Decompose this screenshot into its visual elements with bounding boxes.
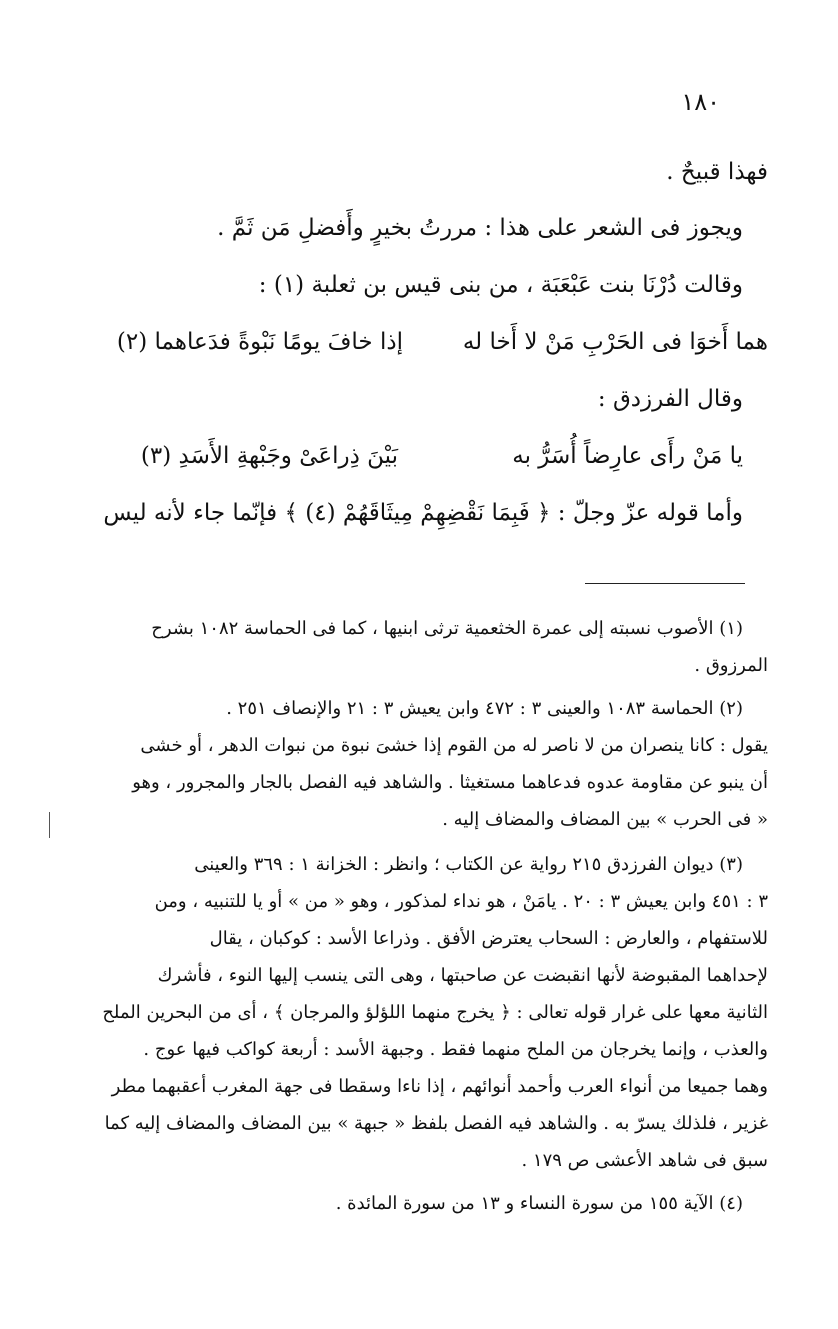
footnote-line: المرزوق . — [694, 655, 768, 676]
footnote-line: لإحداهما المقبوضة لأنها انقبضت عن صاحبتها ، وهى التى ينسب إليها النوء ، فأشرك — [157, 965, 768, 986]
footnote-line: يقول : كانا ينصران من لا ناصر له من القوم إذا خشىَ نبوة من نبوات الدهر ، أو خشى — [140, 735, 768, 756]
verse-hemistich-first: هما أَخوَا فى الحَرْبِ مَنْ لا أَخا له — [462, 329, 768, 355]
verse-hemistich-second: إذا خافَ يومًا نَبْوةً فدَعاهما (٢) — [116, 329, 403, 355]
verse-hemistich-first: يا مَنْ رأَى عارِضاً أُسَرُّ به — [512, 443, 743, 469]
footnote-line: « فى الحرب » بين المضاف والمضاف إليه . — [442, 809, 768, 830]
body-line: وقالت دُرْنَا بنت عَبْعَبَة ، من بنى قيس بن ثعلبة (١) : — [258, 272, 743, 298]
footnote-line: (٣) ديوان الفرزدق ٢١٥ رواية عن الكتاب ؛ وانظر : الخزانة ١ : ٣٦٩ والعينى — [194, 854, 743, 875]
body-line: وقال الفرزدق : — [597, 386, 743, 412]
verse-hemistich-second: بَيْنَ ذِراعَىْ وجَبْهةِ الأَسَدِ (٣) — [140, 443, 398, 469]
footnote-line: والعذب ، وإنما يخرجان من الملح منهما فقط . وجبهة الأسد : أربعة كواكب فيها عوج . — [143, 1039, 768, 1060]
footnote-line: الثانية معها على غرار قوله تعالى : ﴿ يخرج منهما اللؤلؤ والمرجان ﴾ ، أى من البحرين الملح — [102, 1002, 768, 1023]
footnote-line: غزير ، فلذلك يسرّ به . والشاهد فيه الفصل بلفظ « جبهة » بين المضاف والمضاف إليه كما — [104, 1113, 768, 1134]
footnote-line: وهما جميعا من أنواء العرب وأحمد أنوائهم ، إذا ناءا وسقطا فى جهة المغرب أعقبهما مطر — [111, 1076, 768, 1097]
footnote-divider — [585, 583, 745, 584]
footnote-line: للاستفهام ، والعارض : السحاب يعترض الأفق . وذراعا الأسد : كوكبان ، يقال — [209, 928, 768, 949]
footnote-line: سبق فى شاهد الأعشى ص ١٧٩ . — [521, 1150, 768, 1171]
footnote-line: ٣ : ٤٥١ وابن يعيش ٣ : ٢٠ . يامَنْ ، هو نداء لمذكور ، وهو « من » أو يا للتنبيه ، ومن — [154, 891, 768, 912]
footnote-line: (٤) الآية ١٥٥ من سورة النساء و ١٣ من سورة المائدة . — [335, 1193, 743, 1214]
footnote-line: أن ينبو عن مقاومة عدوه فدعاهما مستغيثا . والشاهد فيه الفصل بالجار والمجرور ، وهو — [132, 772, 768, 793]
margin-mark — [49, 812, 50, 838]
body-line: فهذا قبيحٌ . — [666, 159, 768, 185]
body-line: ويجوز فى الشعر على هذا : مررتُ بخيرٍ وأَفضلِ مَن ثَمَّ . — [217, 215, 743, 241]
body-line: وأما قوله عزّ وجلّ : ﴿ فَبِمَا نَقْضِهِمْ مِيثَاقَهُمْ (٤) ﴾ فإنّما جاء لأنه ليس — [103, 500, 743, 526]
footnote-line: (١) الأصوب نسبته إلى عمرة الخثعمية ترثى ابنيها ، كما فى الحماسة ١٠٨٢ بشرح — [151, 618, 743, 639]
page-number: ١٨٠ — [681, 88, 720, 116]
footnote-line: (٢) الحماسة ١٠٨٣ والعينى ٣ : ٤٧٢ وابن يعيش ٣ : ٢١ والإنصاف ٢٥١ . — [226, 698, 743, 719]
